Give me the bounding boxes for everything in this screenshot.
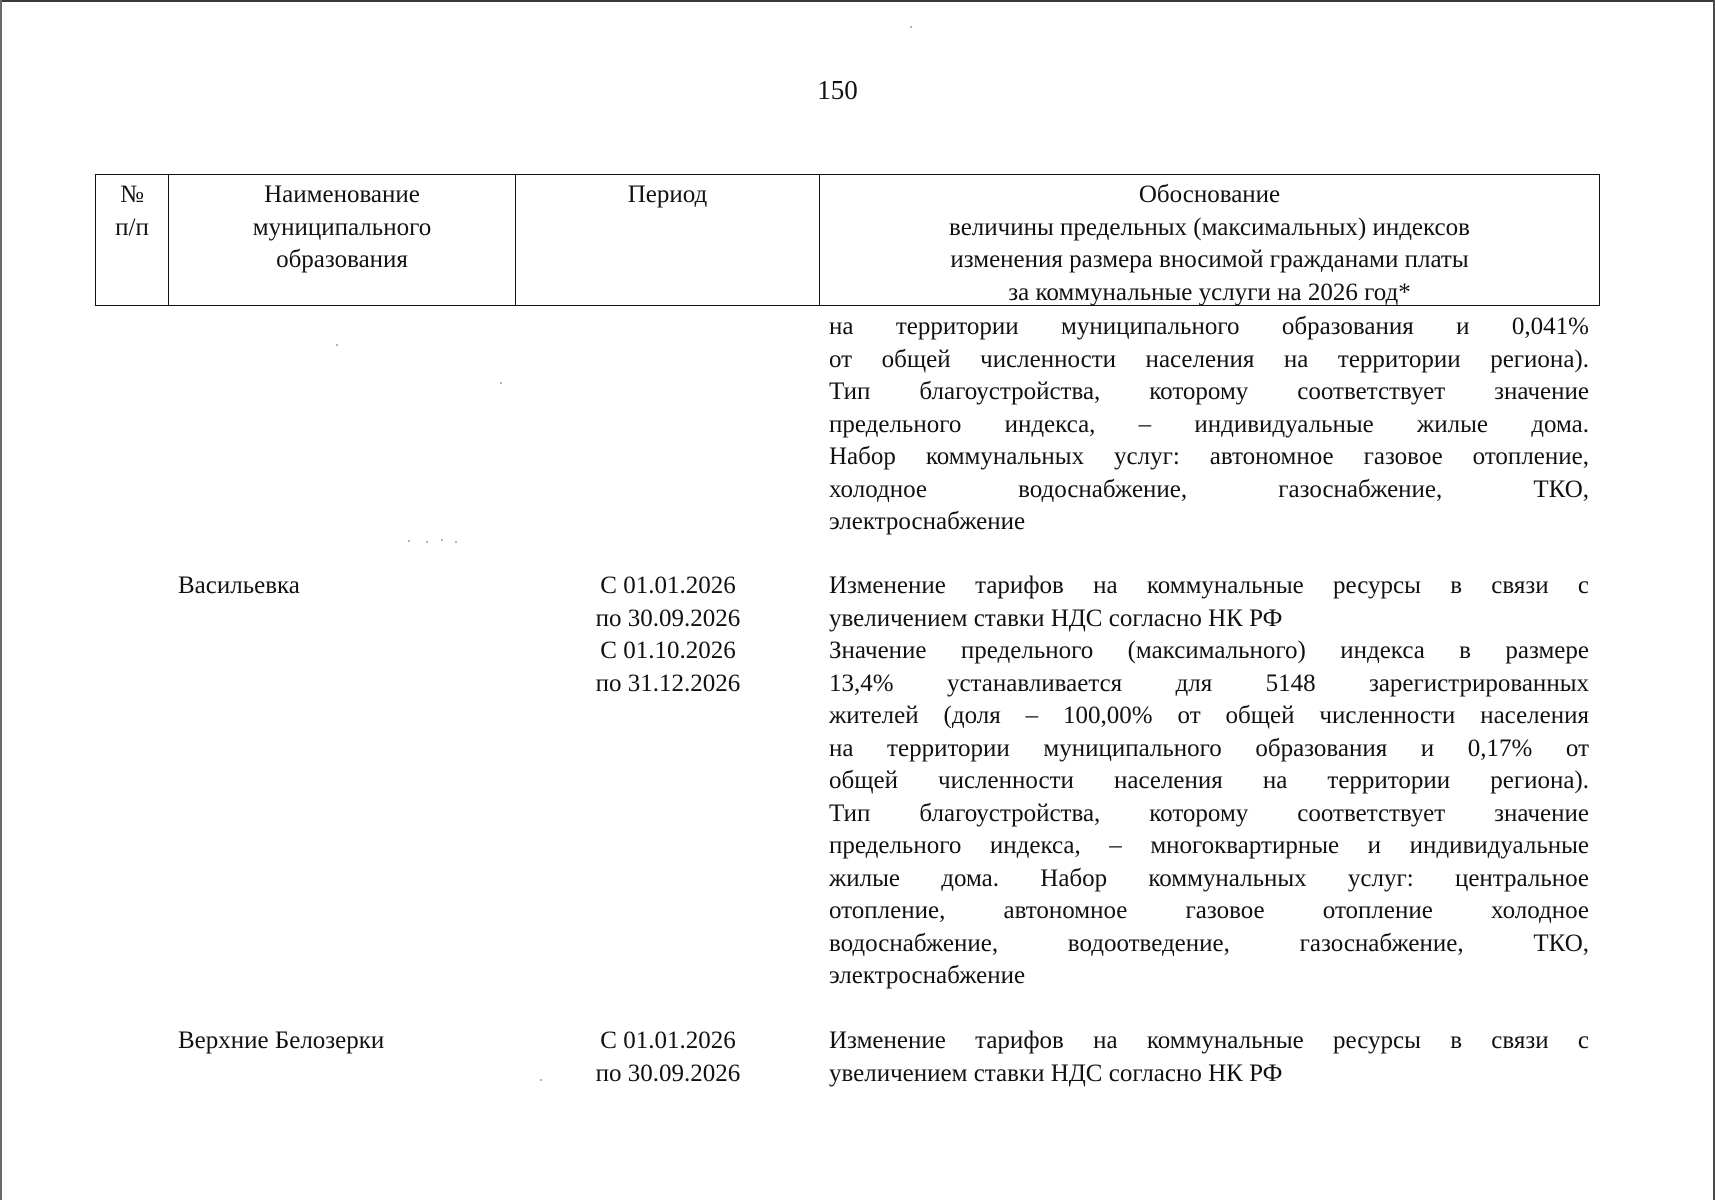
basis-line: Изменение тарифов на коммунальные ресурсы в связи с [829,572,1589,599]
continuation-basis-cell [829,311,1589,539]
header-number-line: п/п [115,213,149,241]
basis-line: предельного индекса, – многоквартирные и индивидуальные [829,832,1589,859]
header-basis-line: Обоснование [1138,181,1281,208]
scan-edge-left [0,0,2,1200]
basis-line: электроснабжение [829,962,1026,989]
scan-speck [336,344,338,346]
header-basis-line: изменения размера вносимой гражданами платы [950,246,1469,273]
header-period-column [515,175,819,305]
basis-line: на территории муниципального образования и 0,17% от [829,734,1589,762]
basis-line: увеличением ставки НДС согласно НК РФ [829,1059,1283,1087]
row-name-cell: Васильевка [178,572,300,599]
period-line: С 01.01.2026 [600,1027,736,1054]
basis-line: Значение предельного (максимального) индекса в размере [829,637,1589,664]
header-name-column [168,175,515,305]
scan-edge-top [0,0,1715,2]
row-basis-cell [829,570,1589,993]
page-number: 150 [817,75,858,105]
table-header [95,174,1600,306]
basis-line: от общей численности населения на территории региона). [829,345,1589,373]
basis-line: отопление, автономное газовое отопление холодное [829,897,1589,924]
header-basis-line: величины предельных (максимальных) индексов [949,213,1470,241]
scan-speck [426,541,428,543]
basis-line: жителей (доля – 100,00% от общей численности населения [829,702,1589,729]
period-line: С 01.01.2026 [600,572,736,599]
row-period-cell [568,1025,768,1090]
basis-line: общей численности населения на территории региона). [829,767,1589,794]
basis-line: холодное водоснабжение, газоснабжение, ТКО, [829,475,1589,503]
scan-speck [910,26,912,28]
period-line: по 30.09.2026 [595,604,741,632]
basis-line: Тип благоустройства, которому соответствует значение [829,378,1589,405]
period-line: по 30.09.2026 [595,1059,741,1087]
header-name-line: Наименование [264,181,420,208]
basis-line: увеличением ставки НДС согласно НК РФ [829,604,1283,632]
header-basis-line: за коммунальные услуги на 2026 год* [1008,278,1411,306]
period-line: по 31.12.2026 [595,669,741,697]
basis-line: на территории муниципального образования и 0,041% [829,313,1589,340]
header-name-line: образования [276,246,408,273]
basis-line: жилые дома. Набор коммунальных услуг: центральное [829,864,1589,892]
row-name-cell: Верхние Белозерки [178,1027,385,1054]
scan-speck [455,541,457,543]
basis-line: Тип благоустройства, которому соответствует значение [829,799,1589,827]
basis-line: Изменение тарифов на коммунальные ресурсы в связи с [829,1027,1589,1054]
header-number-line: № [120,181,144,208]
scan-speck [540,1079,542,1081]
basis-line: электроснабжение [829,508,1026,535]
period-line: С 01.10.2026 [600,637,736,664]
scan-speck [441,539,443,541]
basis-line: 13,4% устанавливается для 5148 зарегистрированных [829,669,1589,697]
basis-line: предельного индекса, – индивидуальные жилые дома. [829,410,1589,438]
basis-line: водоснабжение, водоотведение, газоснабжение, ТКО, [829,929,1589,957]
header-basis-column [819,175,1599,305]
header-name-line: муниципального [252,213,432,241]
scan-speck [500,382,502,384]
row-basis-cell [829,1025,1589,1090]
basis-line: Набор коммунальных услуг: автономное газовое отопление, [829,443,1589,470]
scan-speck [408,540,410,542]
header-number-column [96,175,168,305]
row-period-cell [568,570,768,700]
header-period-line: Период [627,181,708,208]
